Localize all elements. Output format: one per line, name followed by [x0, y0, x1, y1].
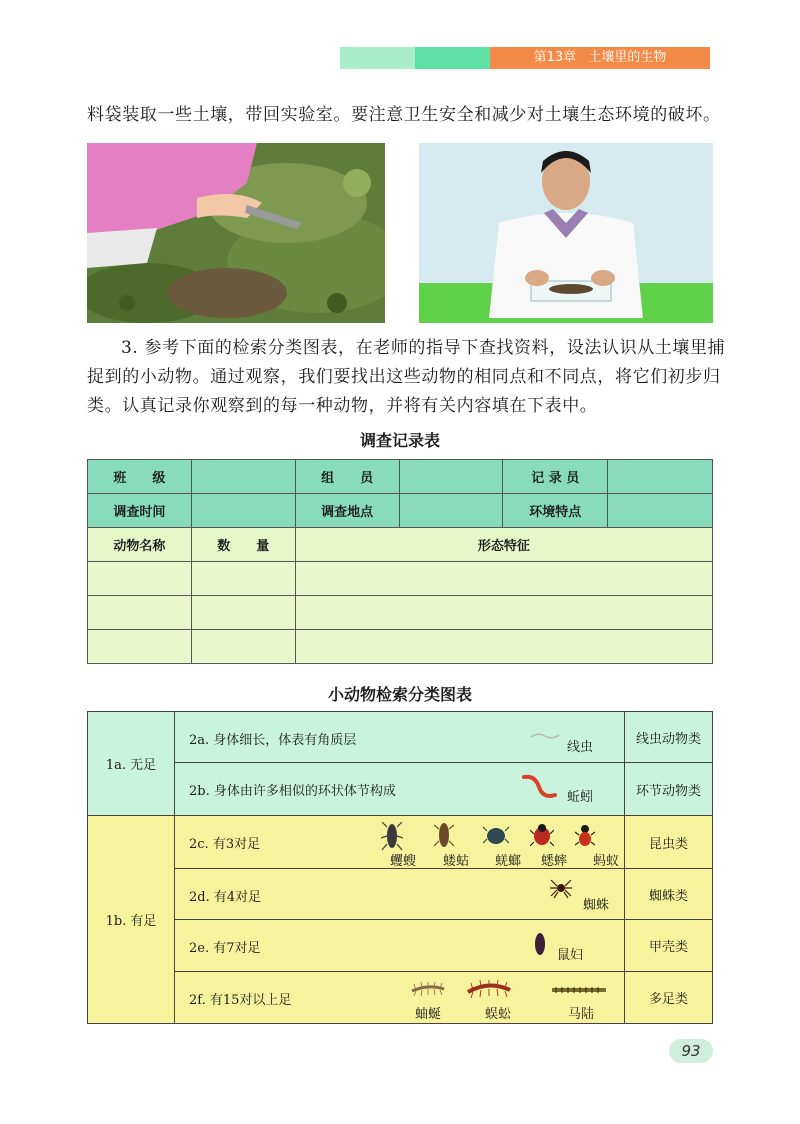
record-entry-row [88, 630, 713, 664]
entry-cell[interactable] [191, 596, 295, 630]
animal-name: 蟋蟀 [541, 854, 568, 869]
earthworm-icon [521, 773, 557, 803]
record-table [87, 459, 713, 664]
animal-name: 蜘蛛 [583, 898, 610, 913]
record-entry-row [88, 562, 713, 596]
record-table-title: 调查记录表 [359, 431, 440, 450]
category-cell: 多足类 [625, 972, 713, 1024]
chart-row [88, 869, 713, 920]
dung-beetle-icon [483, 823, 509, 847]
millipede-icon [550, 985, 608, 995]
nematode-icon [530, 732, 560, 740]
header-features: 形态特征 [295, 528, 712, 562]
photo-digging-soil [87, 143, 385, 323]
key-cell [175, 972, 625, 1024]
animal-name: 蜣螂 [495, 854, 522, 869]
ant-icon [575, 823, 595, 847]
animal-name: 蚂蚁 [593, 854, 620, 869]
key-question: 2a. 身体细长，体表有角质层 [189, 733, 357, 748]
photo-student-lab [419, 143, 713, 323]
header-animal-name: 动物名称 [88, 528, 192, 562]
group-label-has-legs: 1b. 有足 [88, 816, 175, 1024]
animal-name: 蜈蚣 [485, 1007, 512, 1022]
label-location: 调查地点 [295, 494, 399, 528]
label-environment: 环境特点 [503, 494, 608, 528]
key-question: 2b. 身体由许多相似的环状体节构成 [189, 784, 396, 799]
entry-cell[interactable] [88, 630, 192, 664]
field-recorder[interactable] [608, 460, 713, 494]
label-class: 班 级 [88, 460, 192, 494]
label-time: 调查时间 [88, 494, 192, 528]
key-cell [175, 920, 625, 972]
cricket-icon [530, 822, 554, 848]
label-recorder: 记 录 员 [503, 460, 608, 494]
key-question: 2d. 有4对足 [189, 890, 262, 905]
class-chart-title: 小动物检索分类图表 [327, 685, 472, 704]
record-row-class [88, 460, 713, 494]
field-environment[interactable] [608, 494, 713, 528]
chapter-title: 土壤里的生物 [588, 50, 667, 65]
chapter-header [490, 47, 710, 69]
animal-name: 马陆 [568, 1007, 595, 1022]
category-cell: 环节动物类 [625, 763, 713, 816]
record-header-row [88, 528, 713, 562]
category-cell: 甲壳类 [625, 920, 713, 972]
chart-row [88, 920, 713, 972]
step-text: 3. 参考下面的检索分类图表，在老师的指导下查找资料，设法认识从土壤里捕捉到的小动物。通过观察，我们要找出这些动物的相同点和不同点，将它们初步归类。认真记录你观察到的每一种动物，并将有关内容填在下表中。 [87, 338, 726, 416]
chart-row [88, 972, 713, 1024]
centipede-icon [465, 980, 513, 998]
key-question: 2e. 有7对足 [189, 941, 261, 956]
animal-name: 蚯蚓 [567, 790, 594, 805]
field-location[interactable] [399, 494, 503, 528]
key-question: 2c. 有3对足 [189, 837, 261, 852]
key-cell [175, 763, 625, 816]
entry-cell[interactable] [88, 596, 192, 630]
label-members: 组 员 [295, 460, 399, 494]
key-cell [175, 712, 625, 763]
animal-name: 蠼螋 [390, 854, 417, 869]
step-paragraph [87, 334, 727, 421]
key-cell [175, 869, 625, 920]
entry-cell[interactable] [191, 562, 295, 596]
earwig-icon [381, 819, 403, 853]
house-centipede-icon [410, 982, 446, 996]
category-cell: 昆虫类 [625, 816, 713, 869]
entry-cell[interactable] [191, 630, 295, 664]
header-quantity: 数 量 [191, 528, 295, 562]
field-members[interactable] [399, 460, 503, 494]
field-time[interactable] [191, 494, 295, 528]
group-label-no-legs: 1a. 无足 [88, 712, 175, 816]
category-cell: 蜘蛛类 [625, 869, 713, 920]
category-cell: 线虫动物类 [625, 712, 713, 763]
key-question: 2f. 有15对以上足 [189, 993, 292, 1008]
mole-cricket-icon [434, 819, 454, 851]
entry-cell[interactable] [295, 596, 712, 630]
intro-paragraph: 料袋装取一些土壤，带回实验室。要注意卫生安全和减少对土壤生态环境的破坏。 [87, 105, 721, 125]
chapter-number: 第13章 [533, 50, 577, 65]
classification-chart [87, 711, 713, 1024]
key-cell [175, 816, 625, 869]
animal-name: 线虫 [567, 740, 594, 755]
header-decor-green [415, 47, 490, 69]
entry-cell[interactable] [295, 630, 712, 664]
woodlouse-icon [534, 932, 546, 956]
page-number: 93 [669, 1039, 713, 1063]
chart-row [88, 763, 713, 816]
record-row-time [88, 494, 713, 528]
animal-name: 蚰蜒 [415, 1007, 442, 1022]
animal-name: 鼠妇 [557, 948, 584, 963]
chart-row [88, 816, 713, 869]
animal-name: 蝼蛄 [443, 854, 470, 869]
record-entry-row [88, 596, 713, 630]
field-class[interactable] [191, 460, 295, 494]
entry-cell[interactable] [88, 562, 192, 596]
spider-icon [550, 877, 572, 899]
chart-row [88, 712, 713, 763]
entry-cell[interactable] [295, 562, 712, 596]
